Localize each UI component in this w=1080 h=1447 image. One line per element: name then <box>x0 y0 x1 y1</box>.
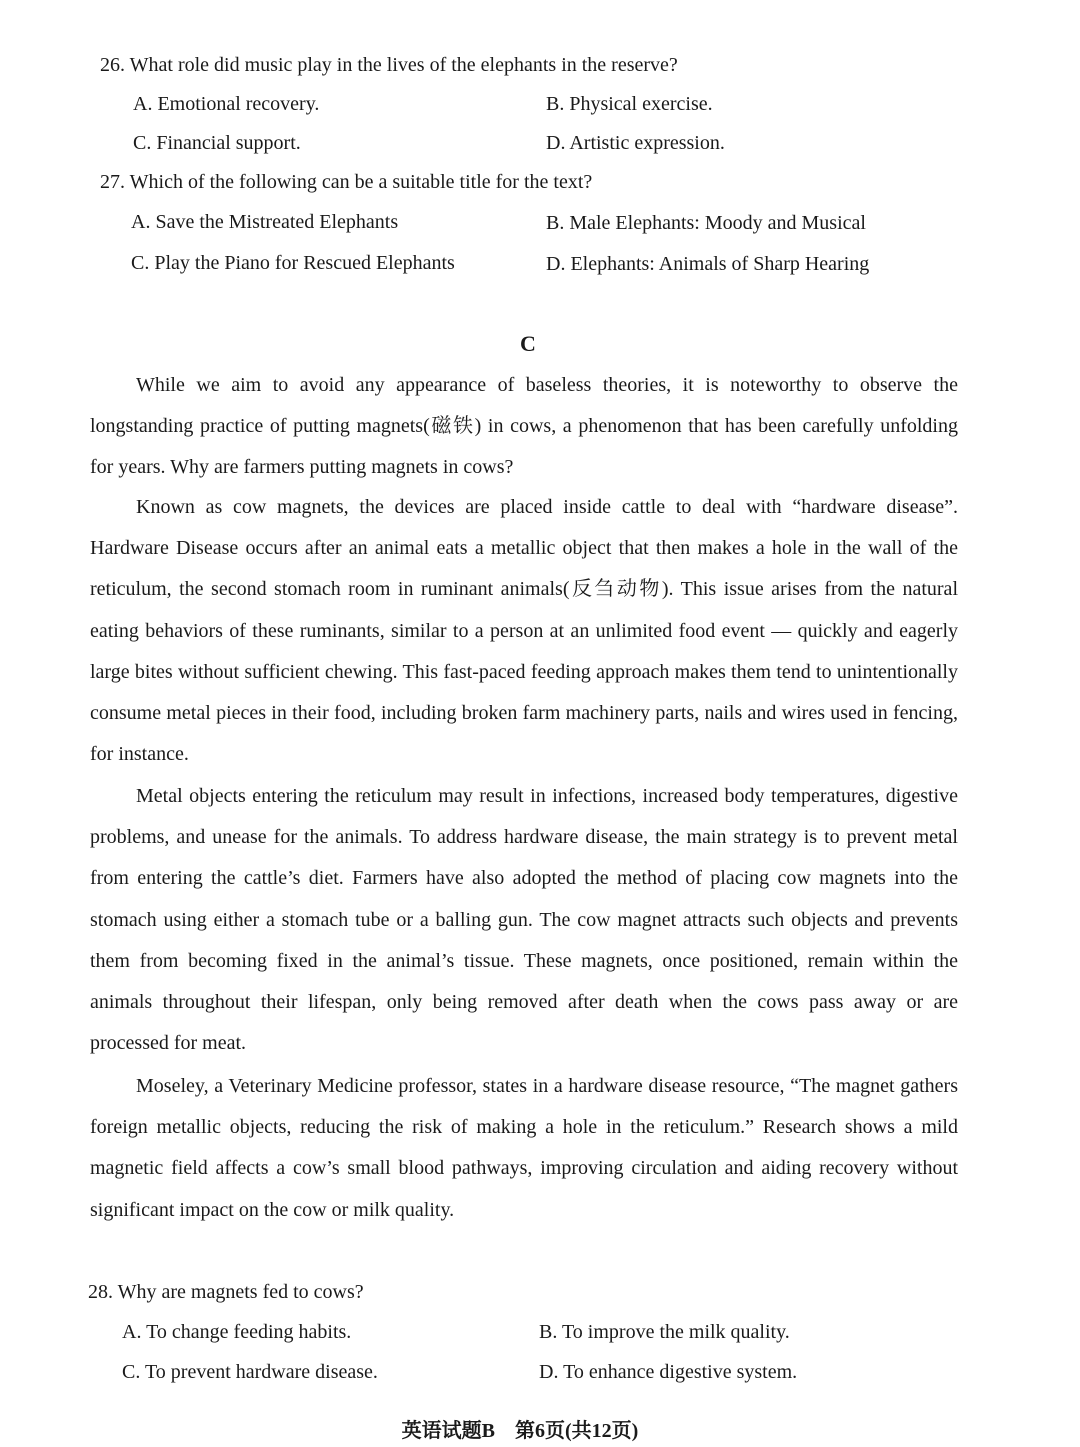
page-footer: 英语试题B 第6页(共12页) <box>401 1420 639 1442</box>
question-26-stem: 26. What role did music play in the lives of the elephants in the reserve? <box>100 54 678 76</box>
question-27-option-c: C. Play the Piano for Rescued Elephants <box>131 252 455 274</box>
passage-paragraph-4: Moseley, a Veterinary Medicine professor, states in a hardware disease resource, “The magnet gathers foreign metallic objects, reducing the risk of making a hole in the reticulum.” Research shows a mild magnetic field affects a cow’s small blood pathways, improving circulation and aiding recovery without significant impact on the cow or milk quality. <box>90 1075 958 1221</box>
section-heading: C <box>520 331 536 356</box>
question-27-option-a: A. Save the Mistreated Elephants <box>131 211 399 233</box>
question-27-option-d: D. Elephants: Animals of Sharp Hearing <box>546 253 870 275</box>
question-28-option-b: B. To improve the milk quality. <box>539 1321 790 1343</box>
question-26-option-a: A. Emotional recovery. <box>133 93 320 115</box>
question-27-option-b: B. Male Elephants: Moody and Musical <box>546 212 866 234</box>
question-27-stem: 27. Which of the following can be a suitable title for the text? <box>100 171 593 193</box>
question-26-option-c: C. Financial support. <box>133 132 301 154</box>
question-28-option-d: D. To enhance digestive system. <box>539 1361 798 1383</box>
question-26-option-d: D. Artistic expression. <box>546 132 725 154</box>
passage-paragraph-2: Known as cow magnets, the devices are placed inside cattle to deal with “hardware disease”. Hardware Disease occurs after an animal eats a metallic object that then makes a hole in the wall of the reticulum, the second stomach room in ruminant animals(反刍动物). This issue arises from the natural eating behaviors of these ruminants, similar to a person at an unlimited food event — quickly and eagerly large bites without sufficient chewing. This fast-paced feeding approach makes them tend to unintentionally consume metal pieces in their food, including broken farm machinery parts, nails and wires used in fencing, for instance. <box>90 496 958 766</box>
passage-paragraph-1: While we aim to avoid any appearance of baseless theories, it is noteworthy to observe the longstanding practice of putting magnets(磁铁) in cows, a phenomenon that has been carefully unfolding for years. Why are farmers putting magnets in cows? <box>90 374 958 479</box>
passage-paragraph-3: Metal objects entering the reticulum may result in infections, increased body temperatures, digestive problems, and unease for the animals. To address hardware disease, the main strategy is to prevent metal from entering the cattle’s diet. Farmers have also adopted the method of placing cow magnets into the stomach using either a stomach tube or a balling gun. The cow magnet attracts such objects and prevents them from becoming fixed in the animal’s tissue. These magnets, once positioned, remain within the animals throughout their lifespan, only being removed after death when the cows pass away or are processed for meat. <box>90 785 958 1055</box>
question-28-option-a: A. To change feeding habits. <box>122 1321 352 1343</box>
question-28-stem: 28. Why are magnets fed to cows? <box>88 1281 364 1303</box>
question-26-option-b: B. Physical exercise. <box>546 93 713 115</box>
question-28-option-c: C. To prevent hardware disease. <box>122 1361 378 1383</box>
